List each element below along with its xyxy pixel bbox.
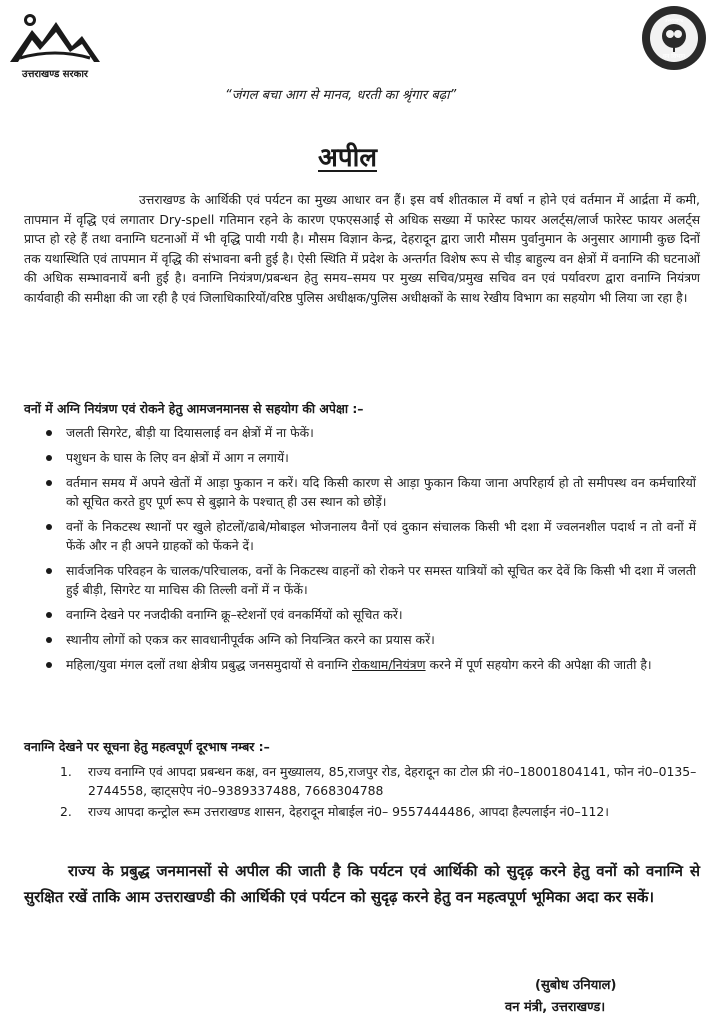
list-item (46, 448, 696, 467)
contact-number: 1. (60, 764, 72, 779)
list-item-text: वनाग्नि देखने पर नजदीकी वनाग्नि क्रू–स्टेशनों एवं वनकर्मियों को सूचित करें। (66, 607, 403, 622)
list-item (46, 655, 696, 674)
cooperation-list (46, 423, 696, 680)
contact-text: राज्य वनाग्नि एवं आपदा प्रबन्धन कक्ष, वन मुख्यालय, 85,राजपुर रोड, देहरादून का टोल फ्री नं0–18001804141, फोन नं0–0135–2744558, व्हाट्सऐप नं0–9389337488, 7668304788 (88, 764, 697, 798)
forest-department-seal-icon (640, 4, 708, 72)
bullet-icon (46, 612, 52, 618)
contact-item (60, 802, 700, 821)
list-item-text-start: महिला/युवा मंगल दलों तथा क्षेत्रीय प्रबुद्ध जनसमुदायों से वनाग्नि (66, 657, 352, 672)
list-item-text: जलती सिगरेट, बीड़ी या दियासलाई वन क्षेत्रों में ना फेकें। (66, 425, 314, 440)
list-item (46, 630, 696, 649)
list-item (46, 561, 696, 599)
list-item-text: वनों के निकटस्थ स्थानों पर खुले होटलों/ढाबे/मोबाइल भोजनालय वैनों एवं दुकान संचालक किसी भी दशा में ज्वलनशील पदार्थ न तो वनों में फेंकें और न ही अपने ग्राहकों को फेंकने दें। (66, 519, 696, 553)
slogan: “जंगल बचा आग से मानव, धरती का श्रृंगार बढ़ा” (225, 88, 457, 103)
forest-department-logo (640, 4, 708, 74)
list-item (46, 423, 696, 442)
contacts-heading: वनाग्नि देखने पर सूचना हेतु महत्वपूर्ण दूरभाष नम्बर :– (24, 739, 270, 754)
bullet-icon (46, 568, 52, 574)
closing-appeal (24, 858, 700, 910)
intro-paragraph (24, 190, 700, 308)
uttarakhand-government-logo (10, 8, 100, 83)
bullet-icon (46, 637, 52, 643)
list-item-text: स्थानीय लोगों को एकत्र कर सावधानीपूर्वक अग्नि को नियन्त्रित करने का प्रयास करें। (66, 632, 435, 647)
contact-number: 2. (60, 804, 72, 819)
cooperation-heading: वनों में अग्नि नियंत्रण एवं रोकने हेतु आमजनमानस से सहयोग की अपेक्षा :– (24, 401, 364, 416)
list-item (46, 517, 696, 555)
bullet-icon (46, 430, 52, 436)
contact-text: राज्य आपदा कन्ट्रोल रूम उत्तराखण्ड शासन, देहरादून मोबाईल नं0– 9557444486, आपदा हैल्पलाईन नं0–112। (88, 804, 610, 819)
list-item (46, 473, 696, 511)
bullet-icon (46, 455, 52, 461)
list-item-text: पशुधन के घास के लिए वन क्षेत्रों में आग न लगायें। (66, 450, 289, 465)
dept-logo-top-text: उत्तराखण्ड (664, 18, 684, 24)
bullet-icon (46, 524, 52, 530)
dept-logo-bottom-text: वन विभाग (662, 53, 686, 60)
intro-paragraph-text: उत्तराखण्ड के आर्थिकी एवं पर्यटन का मुख्य आधार वन हैं। इस वर्ष शीतकाल में वर्षा न होने एवं वर्तमान में आर्द्रता में कमी, तापमान में वृद्धि एवं लगातार Dry-spell गतिमान रहने के कारण एफएसआई से अधिक सख्या में फारेस्ट फायर अलर्ट्स/लार्ज फारेस्ट फायर अलर्ट्स प्राप्त हो रहे हैं तथा वनाग्नि घटनाओं में भी वृद्धि पायी गयी है। मौसम विज्ञान केन्द्र, देहरादून द्वारा जारी मौसम पुर्वानुमान के अनुसार आगामी कुछ दिनों तक यथास्थिति एवं तापमान में वृद्धि की संभावना बनी हुई है। ऐसी स्थिति में प्रदेश के अन्तर्गत विशेष रूप से चीड़ बाहुल्य वन क्षेत्रों में वनाग्नि की घटनाओं की अधिक सम्भावनायें बनी हुई है। वनाग्नि नियंत्रण/प्रबन्धन हेतु समय–समय पर मुख्य सचिव/प्रमुख सचिव वन एवं पर्यावरण द्वारा वनाग्नि नियंत्रण कार्यवाही की समीक्षा की जा रही है एवं जिलाधिकारियों/वरिष्ठ पुलिस अधीक्षक/पुलिस अधीक्षकों के साथ रेखीय विभाग का सहयोग भी लिया जा रहा है। (24, 192, 700, 305)
signatory-name: (सुबोध उनियाल) (535, 978, 617, 993)
closing-appeal-text: राज्य के प्रबुद्ध जनमानसों से अपील की जाती है कि पर्यटन एवं आर्थिकी को सुदृढ़ करने हेतु वनों को वनाग्नि से सुरक्षित रखें ताकि आम उत्तराखण्डी की आर्थिकी एवं पर्यटन को सुदृढ़ करने हेतु वन महत्वपूर्ण भूमिका अदा कर सकें। (24, 862, 700, 906)
page-title: अपील (318, 143, 377, 173)
signatory-title: वन मंत्री, उत्तराखण्ड। (505, 1000, 606, 1015)
government-label: उत्तराखण्ड सरकार (21, 69, 89, 80)
list-item-underlined-text: रोकथाम/नियंत्रण (352, 657, 426, 672)
bullet-icon (46, 480, 52, 486)
list-item-text: सार्वजनिक परिवहन के चालक/परिचालक, वनों के निकटस्थ वाहनों को रोकने पर समस्त यात्रियों को सूचित कर देवें कि किसी भी दशा में जलती हुई बीड़ी, सिगरेट या माचिस की तिल्ली वनों में न फेंकें। (66, 563, 696, 597)
list-item-text: वर्तमान समय में अपने खेतों में आड़ा फुकान न करें। यदि किसी कारण से आड़ा फुकान किया जाना अपरिहार्य हो तो समीपस्थ वन कर्मचारियों को सूचित करते हुए पूर्ण रूप से बुझाने के पश्चात् ही उस स्थान को छोड़ें। (66, 475, 696, 509)
contact-item (60, 762, 700, 800)
list-item (46, 605, 696, 624)
bullet-icon (46, 662, 52, 668)
list-item-text-end: करने में पूर्ण सहयोग करने की अपेक्षा की जाती है। (425, 657, 652, 672)
mountain-emblem-icon (10, 8, 100, 64)
contacts-list (60, 762, 700, 823)
